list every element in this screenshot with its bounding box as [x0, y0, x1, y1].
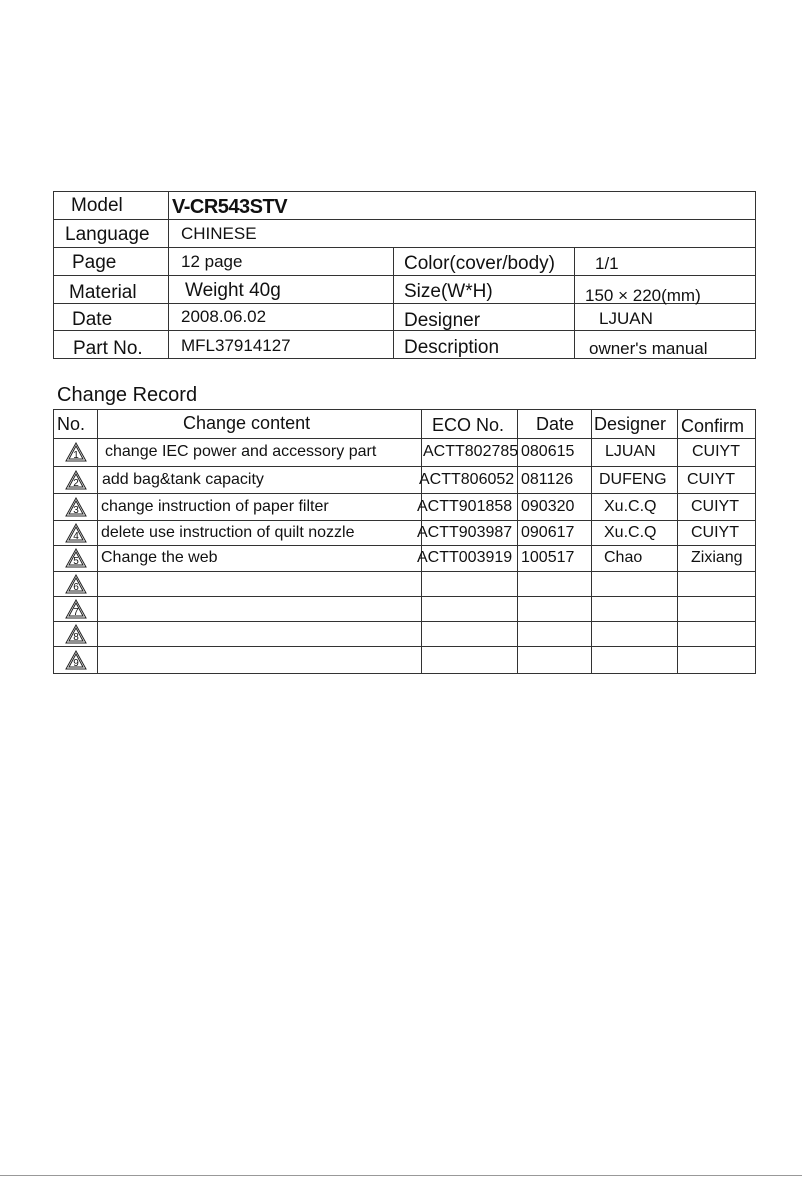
revision-number: 4	[73, 530, 79, 542]
revision-number: 9	[73, 657, 79, 669]
page-value: 12 page	[181, 252, 243, 271]
revision-triangle-icon	[65, 624, 87, 644]
confirm-cell: CUIYT	[691, 497, 739, 515]
revision-triangle-icon	[65, 470, 87, 490]
eco-no-cell: ACTT003919	[417, 549, 513, 566]
change-content-cell: add bag&tank capacity	[102, 470, 264, 488]
size-label: Size(W*H)	[404, 281, 493, 302]
part-no-value: MFL37914127	[181, 336, 291, 355]
change-content-cell: Change the web	[101, 549, 218, 566]
page-label: Page	[72, 252, 117, 273]
part-no-label: Part No.	[73, 338, 143, 359]
change-content-cell: delete use instruction of quilt nozzle	[101, 523, 355, 541]
eco-no-cell: ACTT903987	[417, 523, 513, 541]
model-label: Model	[71, 195, 123, 216]
color-value: 1/1	[595, 254, 619, 273]
header-change-content: Change content	[183, 413, 311, 433]
description-value: owner's manual	[589, 339, 708, 358]
date-label: Date	[72, 309, 113, 330]
designer-value: LJUAN	[599, 309, 653, 328]
date-value: 2008.06.02	[181, 307, 267, 326]
designer-label: Designer	[404, 310, 481, 331]
date-cell: 100517	[521, 549, 575, 566]
size-value: 150 × 220(mm)	[585, 286, 701, 305]
revision-triangle-icon	[65, 442, 87, 462]
confirm-cell: CUIYT	[691, 523, 739, 541]
eco-no-cell: ACTT802785	[423, 443, 519, 460]
language-label: Language	[65, 224, 150, 245]
revision-triangle-icon	[65, 523, 87, 543]
page-bottom-line	[0, 1175, 802, 1176]
revision-triangle-icon	[65, 497, 87, 517]
revision-triangle-icon	[65, 574, 87, 594]
date-cell: 090617	[521, 523, 575, 541]
designer-cell: Xu.C.Q	[604, 497, 657, 515]
date-cell: 080615	[521, 443, 575, 460]
header-no: No.	[57, 414, 86, 434]
change-record-table	[53, 409, 756, 674]
spec-table	[53, 191, 756, 359]
revision-number: 2	[73, 477, 79, 489]
revision-triangle-icon	[65, 650, 87, 670]
revision-number: 1	[73, 450, 79, 461]
change-record-title: Change Record	[57, 384, 198, 406]
description-label: Description	[404, 337, 500, 358]
date-cell: 081126	[521, 470, 574, 488]
confirm-cell: CUIYT	[687, 470, 735, 488]
revision-number: 5	[73, 556, 79, 567]
header-eco-no: ECO No.	[432, 415, 505, 435]
model-value: V-CR543STV	[172, 196, 288, 218]
change-content-cell: change instruction of paper filter	[101, 497, 329, 515]
revision-triangle-icon	[65, 599, 87, 619]
revision-number: 8	[73, 631, 79, 643]
confirm-cell: CUIYT	[692, 443, 740, 460]
designer-cell: Chao	[604, 549, 643, 566]
eco-no-cell: ACTT806052	[419, 470, 515, 488]
revision-number: 7	[73, 606, 79, 618]
change-content-cell: change IEC power and accessory part	[105, 443, 377, 460]
confirm-cell: Zixiang	[691, 549, 743, 566]
header-designer: Designer	[594, 414, 667, 434]
color-label: Color(cover/body)	[404, 253, 555, 274]
eco-no-cell: ACTT901858	[417, 497, 513, 515]
header-date: Date	[536, 414, 575, 434]
designer-cell: Xu.C.Q	[604, 523, 657, 541]
header-confirm: Confirm	[681, 416, 745, 436]
material-value: Weight 40g	[185, 280, 281, 301]
designer-cell: LJUAN	[605, 443, 656, 460]
revision-number: 6	[73, 581, 79, 593]
material-label: Material	[69, 282, 137, 303]
date-cell: 090320	[521, 497, 575, 515]
language-value: CHINESE	[181, 224, 257, 243]
designer-cell: DUFENG	[599, 470, 667, 488]
revision-triangle-icon	[65, 548, 87, 568]
revision-number: 3	[73, 504, 79, 516]
